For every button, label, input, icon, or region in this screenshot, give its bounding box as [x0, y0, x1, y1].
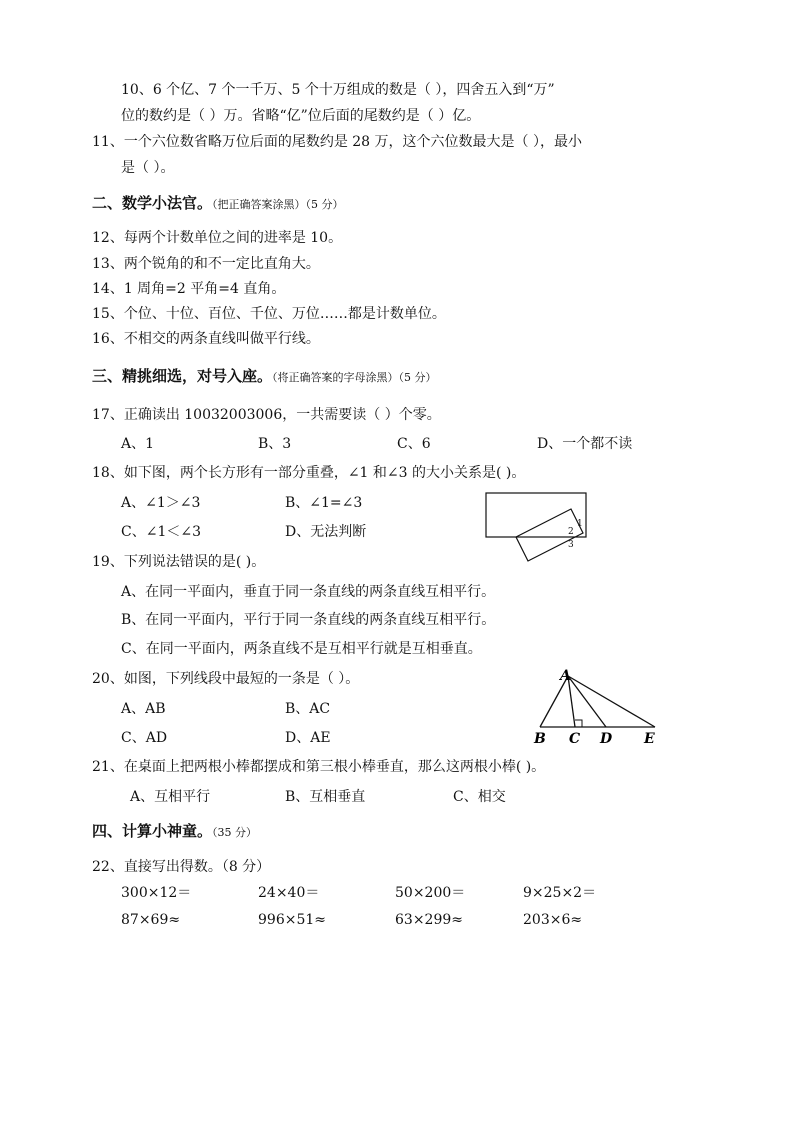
q22-expr-6: 996×51≈: [258, 912, 326, 928]
section-3-points: （5 分）: [398, 371, 437, 384]
q18-stem: 18、如下图，两个长方形有一部分重叠，∠1 和∠3 的大小关系是( )。: [92, 465, 526, 481]
q18-option-b: B、∠1=∠3: [285, 495, 363, 511]
q18-angle-label-1: 1: [577, 519, 583, 529]
q20-label-d: D: [600, 731, 613, 747]
section-2-title: 二、数学小法官。: [92, 194, 213, 212]
q18-option-a: A、∠1＞∠3: [121, 495, 201, 511]
q10-line1: 10、6 个亿、7 个一千万、5 个十万组成的数是（ ），四舍五入到“万”: [121, 82, 555, 98]
q18-overlapping-rectangles-figure: [480, 485, 595, 575]
q22-expr-8: 203×6≈: [523, 912, 583, 928]
q22-expr-5: 87×69≈: [121, 912, 181, 928]
section-2-heading: [92, 192, 344, 216]
judge-item-12: 12、每两个计数单位之间的进率是 10。: [92, 230, 343, 246]
q17-option-c: C、6: [397, 436, 431, 452]
q21-stem: 21、在桌面上把两根小棒都摆成和第三根小棒垂直，那么这两根小棒( )。: [92, 759, 546, 775]
q19-option-c: C、在同一平面内，两条直线不是互相平行就是互相垂直。: [121, 641, 482, 657]
q20-right-angle-mark: [575, 720, 582, 727]
section-4-heading: [92, 820, 257, 844]
q21-option-b: B、互相垂直: [285, 789, 366, 805]
section-3-note: （将正确答案的字母涂黑）: [272, 371, 399, 384]
q20-stem: 20、如图，下列线段中最短的一条是（ ）。: [92, 671, 360, 687]
q21-option-c: C、相交: [453, 789, 506, 805]
q20-label-e: E: [644, 731, 655, 747]
q20-label-b: B: [534, 731, 546, 747]
q22-stem: 22、直接写出得数。（8 分）: [92, 859, 271, 875]
q22-expr-1: 300×12＝: [121, 885, 192, 901]
judge-item-13: 13、两个锐角的和不一定比直角大。: [92, 256, 320, 272]
q19-option-b: B、在同一平面内，平行于同一条直线的两条直线互相平行。: [121, 612, 496, 628]
q10-line2: 位的数约是（ ）万。省略“亿”位后面的尾数约是（ ）亿。: [121, 108, 481, 124]
q17-option-b: B、3: [258, 436, 292, 452]
q18-angle-label-3: 3: [568, 540, 574, 550]
q18-option-c: C、∠1＜∠3: [121, 524, 201, 540]
q22-expr-2: 24×40＝: [258, 885, 320, 901]
q17-stem: 17、正确读出 10032003006，一共需要读（ ）个零。: [92, 407, 441, 423]
q17-option-d: D、一个都不读: [537, 436, 633, 452]
q20-triangle-figure: [530, 668, 665, 748]
q22-expr-7: 63×299≈: [395, 912, 463, 928]
judge-item-14: 14、1 周角=2 平角=4 直角。: [92, 281, 286, 297]
q22-expr-4: 9×25×2＝: [523, 885, 597, 901]
q17-option-a: A、1: [121, 436, 155, 452]
q20-label-c: C: [569, 731, 581, 747]
section-4-title: 四、计算小神童。: [92, 822, 213, 840]
q20-option-d: D、AE: [285, 730, 331, 746]
q19-stem: 19、下列说法错误的是( )。: [92, 554, 266, 570]
q20-segment-ae: [568, 676, 655, 727]
q11-line1: 11、一个六位数省略万位后面的尾数约是 28 万，这个六位数最大是（ ），最小: [92, 134, 582, 150]
q20-option-c: C、AD: [121, 730, 168, 746]
q22-expr-3: 50×200＝: [395, 885, 466, 901]
q18-option-d: D、无法判断: [285, 524, 367, 540]
q20-label-a: A: [560, 668, 571, 684]
judge-item-15: 15、个位、十位、百位、千位、万位……都是计数单位。: [92, 306, 446, 322]
section-2-note: （把正确答案涂黑）: [212, 198, 306, 211]
section-3-title: 三、精挑细选，对号入座。: [92, 367, 273, 385]
section-2-points: （5 分）: [305, 198, 344, 211]
q18-angle-label-2: 2: [568, 527, 574, 537]
q11-line2: 是（ ）。: [121, 160, 175, 176]
q21-option-a: A、互相平行: [130, 789, 211, 805]
q19-option-a: A、在同一平面内，垂直于同一条直线的两条直线互相平行。: [121, 584, 496, 600]
q20-option-a: A、AB: [121, 701, 166, 717]
q20-option-b: B、AC: [285, 701, 331, 717]
section-3-heading: [92, 365, 437, 389]
judge-item-16: 16、不相交的两条直线叫做平行线。: [92, 331, 320, 347]
section-4-points: （35 分）: [212, 826, 258, 839]
